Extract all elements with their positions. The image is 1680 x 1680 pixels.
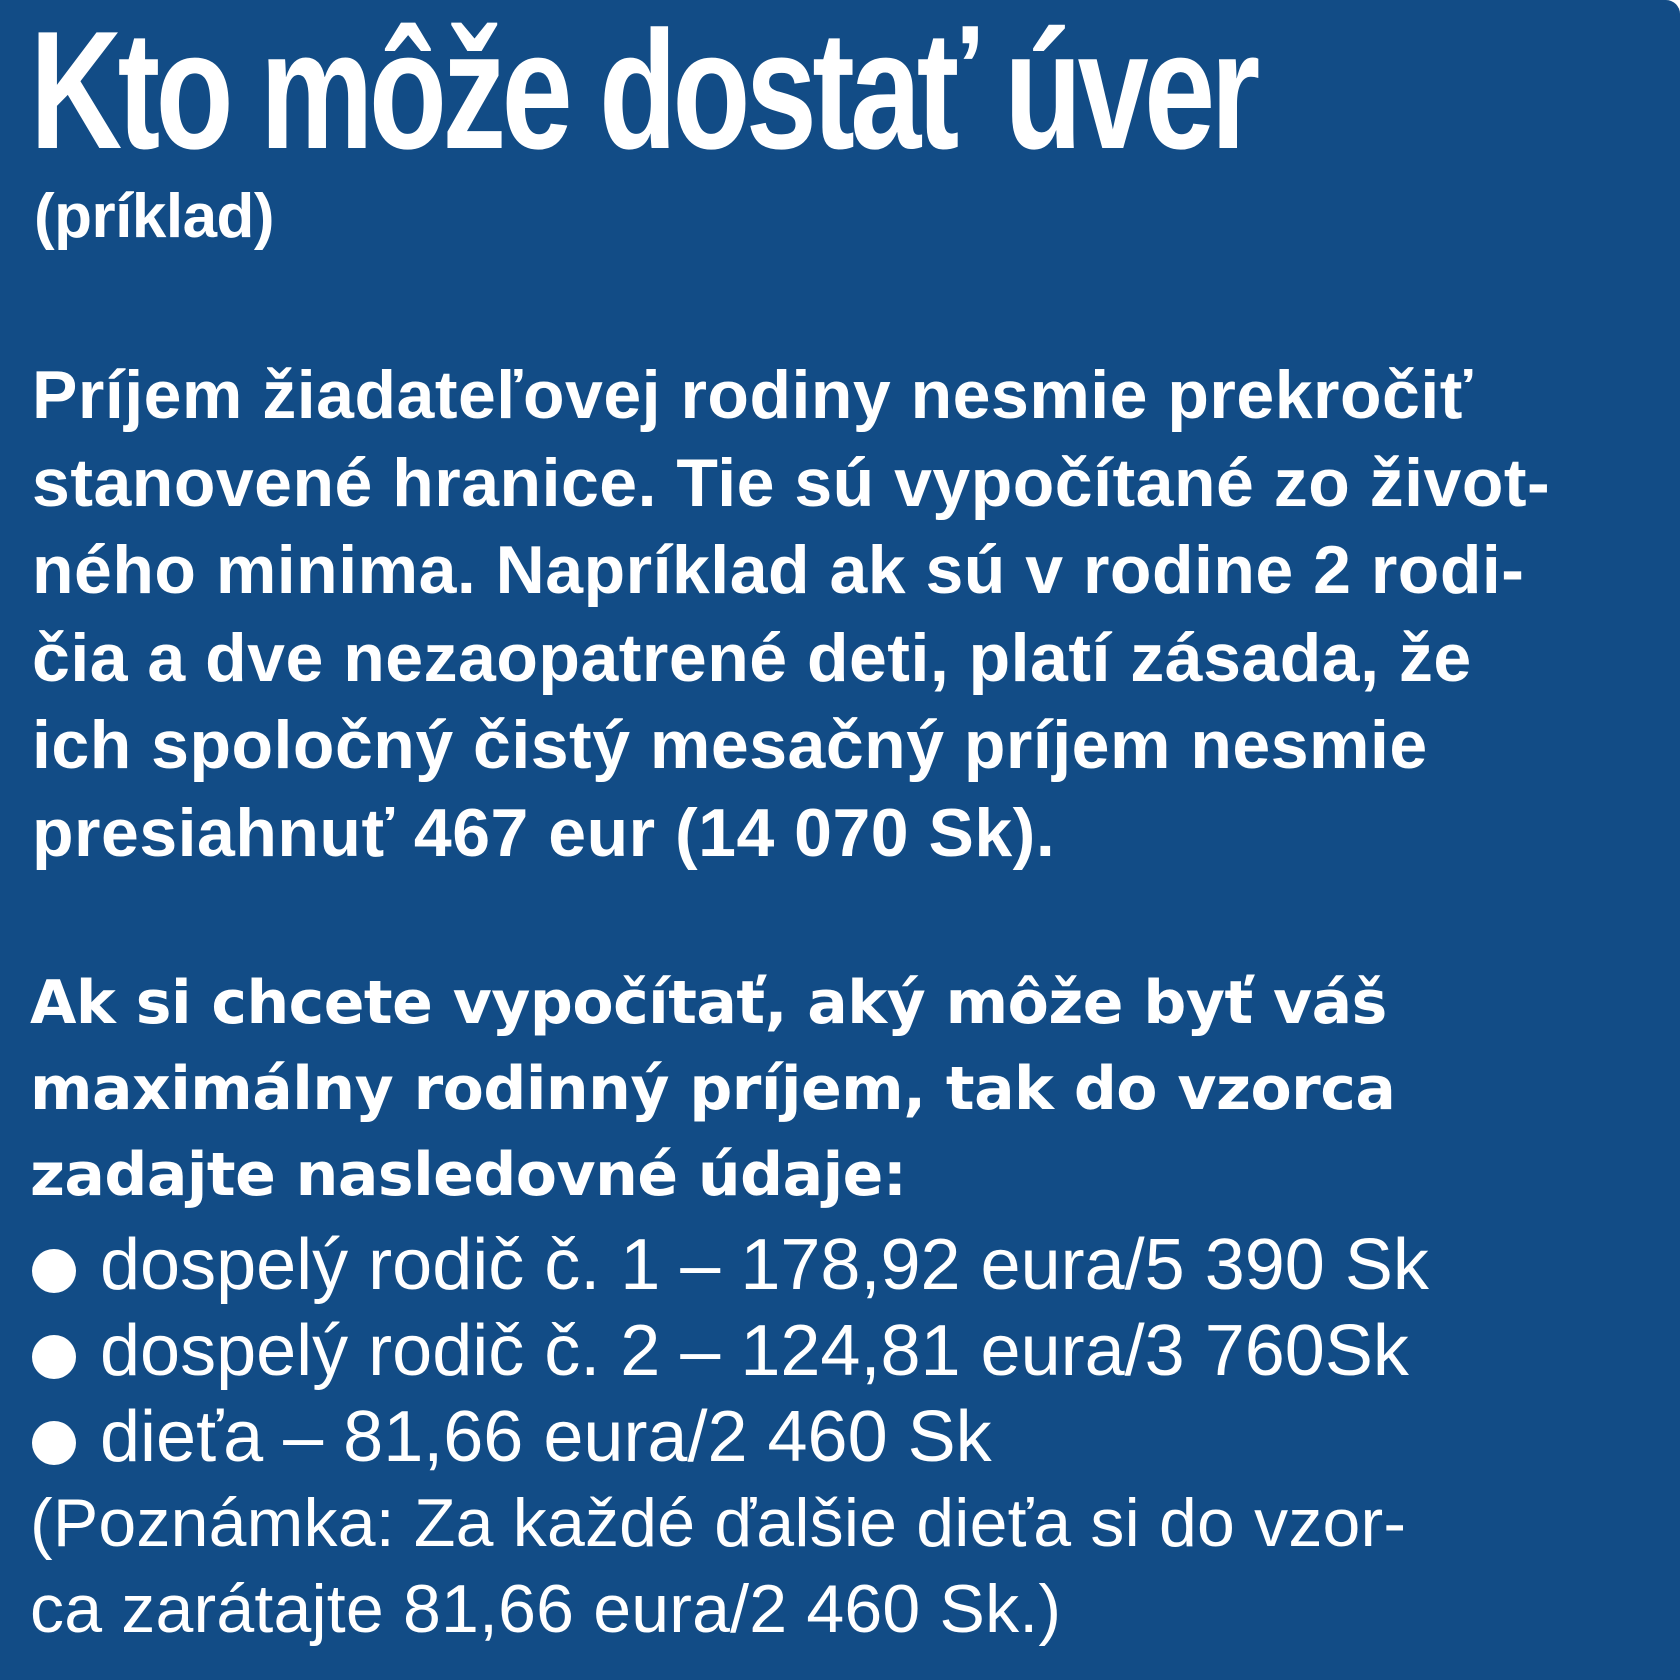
box-title: Kto môže dostať úver <box>30 0 1256 184</box>
box-subtitle: (príklad) <box>34 182 275 251</box>
intro-line: stanovené hranice. Tie sú vypočítané zo život- <box>32 444 1551 521</box>
intro-line: Príjem žiadateľovej rodiny nesmie prekročiť <box>32 357 1473 433</box>
note-line: ca zarátajte 81,66 eura/2 460 Sk.) <box>30 1571 1062 1647</box>
intro-line: ich spoločný čistý mesačný príjem nesmie <box>32 707 1428 783</box>
bullet-icon <box>32 1421 76 1465</box>
intro-paragraph <box>32 352 1652 877</box>
intro-line: čia a dve nezaopatrené deti, platí zásada, že <box>32 619 1472 696</box>
intro-line: presiahnuť 467 eur (14 070 Sk). <box>32 794 1056 871</box>
list-item <box>30 1222 1429 1308</box>
instruction-line: maximálny rodinný príjem, tak do vzorca <box>30 1054 1396 1124</box>
instruction-paragraph <box>30 960 1395 1218</box>
instruction-line: zadajte nasledovné údaje: <box>30 1140 907 1210</box>
note-paragraph <box>30 1480 1406 1652</box>
list-item <box>30 1394 1429 1480</box>
list-item-text: dospelý rodič č. 2 – 124,81 eura/3 760Sk <box>100 1311 1409 1391</box>
note-line: (Poznámka: Za každé ďalšie dieťa si do vzor- <box>30 1485 1407 1561</box>
list-item-text: dieťa – 81,66 eura/2 460 Sk <box>100 1397 992 1477</box>
instruction-line: Ak si chcete vypočítať, aký môže byť váš <box>30 968 1387 1038</box>
list-item <box>30 1308 1429 1394</box>
intro-line: ného minima. Napríklad ak sú v rodine 2 rodi- <box>32 532 1525 608</box>
list-item-text: dospelý rodič č. 1 – 178,92 eura/5 390 Sk <box>100 1225 1429 1305</box>
income-items-list <box>30 1222 1429 1480</box>
bullet-icon <box>32 1249 76 1293</box>
bullet-icon <box>32 1335 76 1379</box>
